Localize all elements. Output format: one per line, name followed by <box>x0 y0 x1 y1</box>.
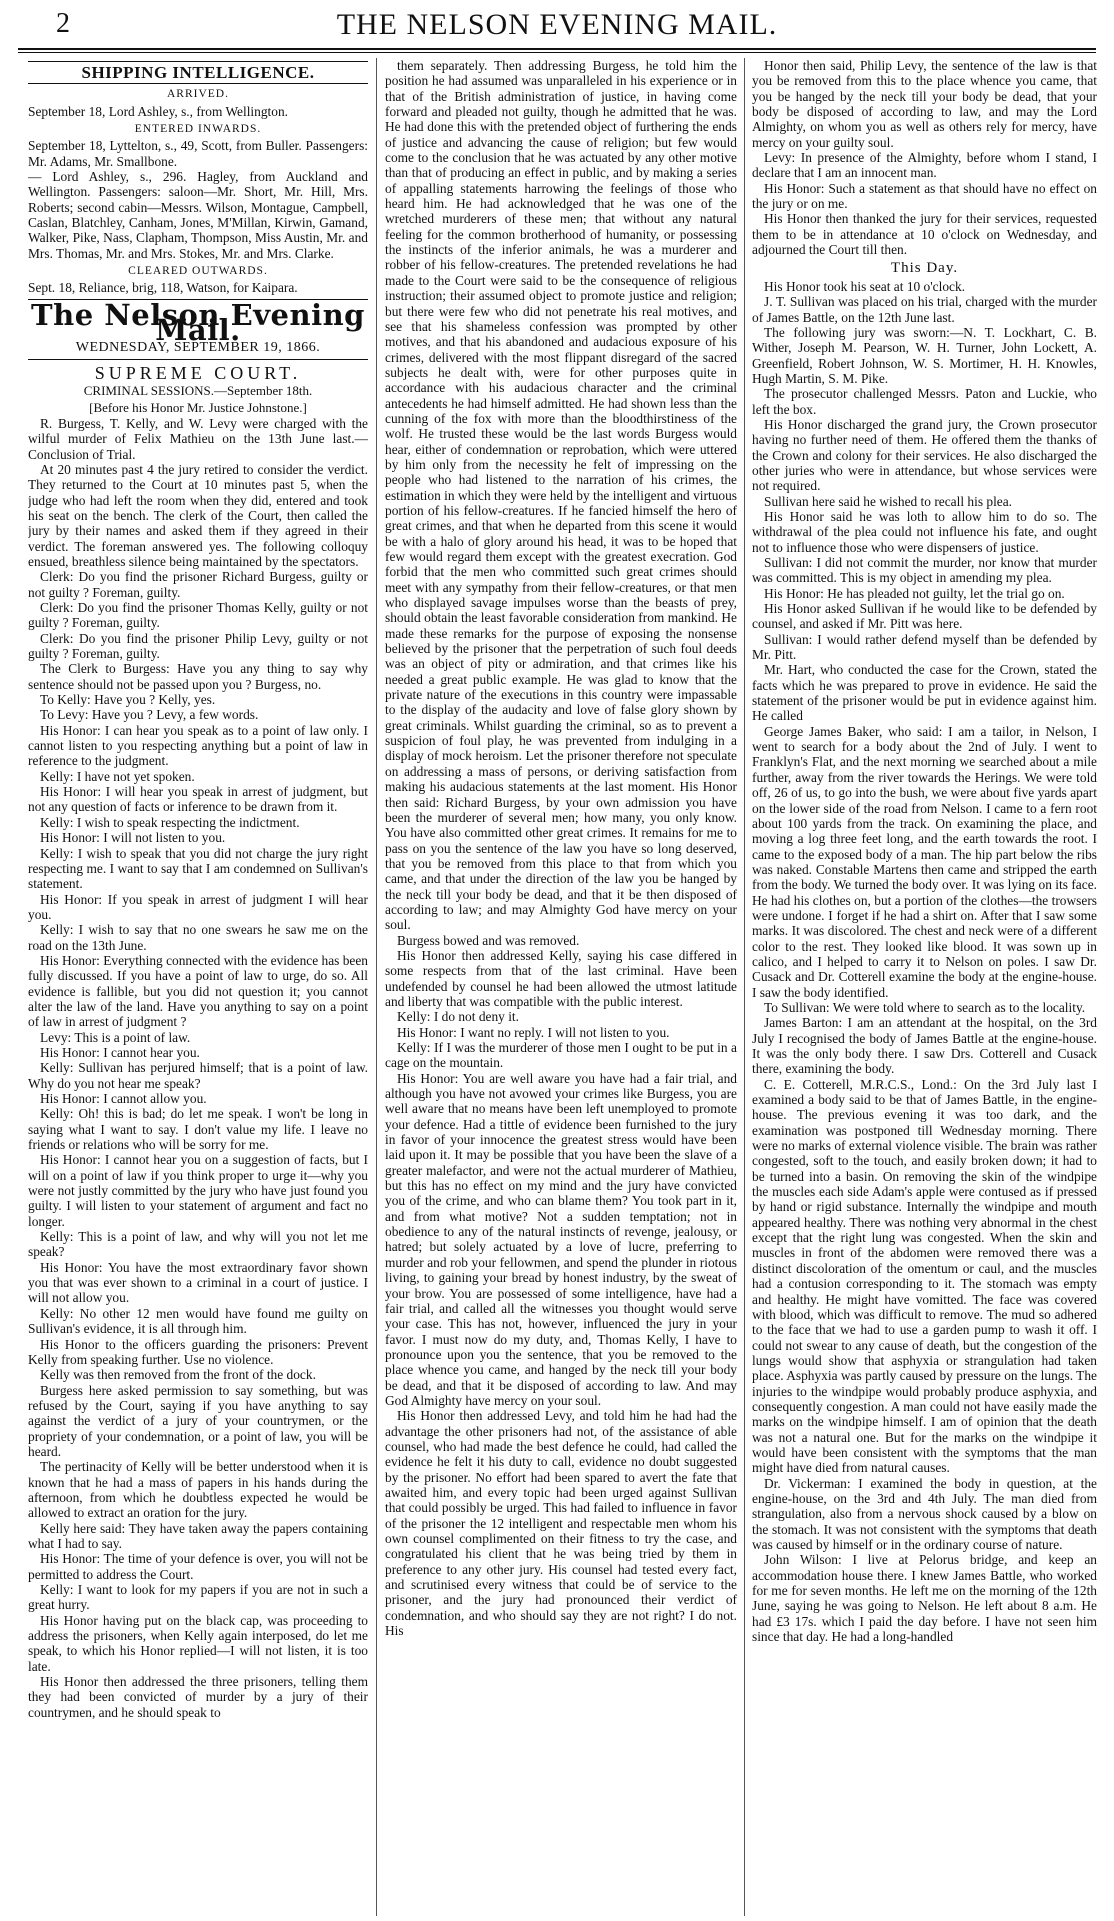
paragraph: His Honor: I will hear you speak in arrest of judgment, but not any question of facts or inference to be drawn from it. <box>28 784 368 815</box>
paragraph: Kelly: I have not yet spoken. <box>40 768 195 784</box>
entered-text-1: September 18, Lyttelton, s., 49, Scott, from Buller. Passengers: Mr. Adams, Mr. Smallbone. <box>28 138 368 169</box>
column-2 <box>385 58 737 1916</box>
masthead-rule <box>18 48 1096 50</box>
paragraph: Kelly here said: They have taken away the papers containing what I had to say. <box>28 1520 368 1551</box>
paragraph: Burgess here asked permission to say something, but was refused by the Court, saying if you have anything to say against the verdict of a jury of your countrymen, or the propriety of your condemnation, or a point of law, you will be heard. <box>28 1382 368 1459</box>
paragraph: His Honor: You have the most extraordinary favor shown you that was ever shown to a criminal in a court of justice. I will not allow you. <box>28 1259 368 1306</box>
paragraph: Kelly was then removed from the front of the dock. <box>40 1367 316 1383</box>
paragraph: His Honor: I cannot allow you. <box>40 1091 207 1106</box>
paragraph: His Honor: I will not listen to you. <box>40 830 226 846</box>
paragraph: His Honor then addressed the three prisoners, telling them they had been convicted of murder by a jury of their countrymen, and he should speak to <box>28 1674 368 1720</box>
paragraph: Sullivan: I would rather defend myself than be defended by Mr. Pitt. <box>752 631 1097 663</box>
column-3 <box>752 58 1097 1916</box>
paragraph: His Honor took his seat at 10 o'clock. <box>764 278 966 294</box>
paragraph: Kelly: I wish to say that no one swears he saw me on the road on the 13th June. <box>28 922 368 953</box>
paragraph: Kelly: If I was the murderer of those men I ought to be put in a cage on the mountain. <box>385 1040 737 1071</box>
paragraph: His Honor said he was loth to allow him to do so. The withdrawal of the plea could not influence his fate, and ought not to influence those who were dispensers of justice. <box>752 508 1097 555</box>
paragraph: Levy: In presence of the Almighty, before whom I stand, I declare that I am an innocent man. <box>752 150 1097 181</box>
paragraph: Honor then said, Philip Levy, the sentence of the law is that you be removed from this to the place whence you came, that you be hanged by the neck till your body be dead, that your body be disposed of according to law, and may the Lord Almighty, on whom you as well as others rely for mercy, have mercy on your guilty soul. <box>752 58 1097 150</box>
paragraph: His Honor: If you speak in arrest of judgment I will hear you. <box>28 891 368 922</box>
section-rule <box>28 61 368 62</box>
shipping-heading: SHIPPING INTELLIGENCE. <box>81 63 315 82</box>
entered-text-2: — Lord Ashley, s., 296. Hagley, from Auckland and Wellington. Passengers: saloon—Mr. Short, Mr. Hill, Mrs. Roberts; second cabin—Messrs. Wilson, Montague, Campbell, Caslan, Blatchley, Canham, Jones, M'Millan, Kirwin, Gamand, Walker, Pike, Nass, Clapham, Thompson, Miss Austin, Mr. and Mrs. Thomas, Mr. and Mrs. Stokes, Mr. and Mrs. Clarke. <box>28 169 368 261</box>
paragraph: George James Baker, who said: I am a tailor, in Nelson, I went to search for a body about the 2nd of July. I went to Franklyn's Flat, and the next morning we searched about a mile further, away from the river towards the Herings. We were told off, 26 of us, to go into the bush, we were about five yards apart on the lower side of the road from Nelson. I came to a fern root about 100 yards from the track. On examining the place, and moving a log three feet long, and the earth towards the root. I came to the exposed body of a man. The hip part below the ribs was naked. Constable Martens then came and stripped the earth from the body. We turned the body over. It was lying on its face. He had his clothes on, but a portion of the clothes—the trowsers were undone. I forget if he had a shirt on. After that I saw some marks. It was discolored. The chest and neck were of a different color to the rest. They looked like blood. It was sown up in calico, and I helped to carry it to Nelson on poles. I saw Dr. Cusack and Dr. Cotterell examine the body at the engine-house. I saw the body identified. <box>752 723 1097 1000</box>
paragraph: His Honor then thanked the jury for their services, requested them to be in attendance at 10 o'clock on Wednesday, and adjourned the Court till then. <box>752 211 1097 258</box>
paragraph: Clerk: Do you find the prisoner Philip Levy, guilty or not guilty ? Foreman, guilty. <box>28 630 368 662</box>
paragraph: The following jury was sworn:—N. T. Lockhart, C. B. Wither, Joseph M. Pearson, W. H. Turner, John Lockett, A. Greenfield, Robert Johnson, W. S. Mortimer, H. H. Knowles, Hugh Martin, S. M. Pike. <box>752 324 1097 386</box>
paragraph: Kelly: No other 12 men would have found me guilty on Sullivan's evidence, it is all through him. <box>28 1305 368 1337</box>
paragraph: Clerk: Do you find the prisoner Thomas Kelly, guilty or not guilty ? Foreman, guilty. <box>28 600 368 631</box>
paragraph: At 20 minutes past 4 the jury retired to consider the verdict. They returned to the Court at 10 minutes past 5, when the judge who had left the room when they did, entered and took his seat on the bench. The clerk of the Court, then called the jury by their names and asked them if they agreed in their verdict. The foreman answered yes. The following colloquy ensued, breathless silence being maintained by the spectators. <box>28 461 368 569</box>
paragraph: His Honor: He has pleaded not guilty, let the trial go on. <box>764 585 1065 601</box>
paragraph: James Barton: I am an attendant at the hospital, on the 3rd July I recognised the body of James Battle at the engine-house. It was the only body there. I saw Drs. Cotterell and Cusack there, examining the body. <box>752 1015 1097 1077</box>
paragraph: His Honor having put on the black cap, was proceeding to address the prisoners, when Kelly again interposed, do let me speak, to which his Honor replied—I will not listen, it is too late. <box>28 1612 368 1674</box>
paragraph: R. Burgess, T. Kelly, and W. Levy were charged with the wilful murder of Felix Mathieu on the 13th June last.—Conclusion of Trial. <box>28 415 368 462</box>
arrived-text: September 18, Lord Ashley, s., from Wellington. <box>28 103 289 119</box>
newspaper-title: THE NELSON EVENING MAIL. <box>336 8 778 41</box>
paragraph: His Honor: The time of your defence is over, you will not be permitted to address the Court. <box>28 1551 368 1582</box>
col3-article-body <box>752 58 1097 257</box>
col1-article-body <box>28 416 368 1720</box>
paragraph: His Honor then addressed Levy, and told him he had had the advantage the other prisoners had not, of the assistance of able counsel, who had made the best defence he could, had called the evidence he felt it his duty to call, evidence no doubt suggested by the prisoner. No effort had been spared to avert the fate that awaited him, and every topic had been urged against Sullivan that could possibly be urged. This had failed to influence in favor of the prisoner the 12 intelligent and respectable men whom his own counsel complimented on their fitness to try the case, and congratulated his client that he was being tried by them in preference to any other jury. His counsel had tested every fact, and scrutinised every witness that could be of service to the prisoner, and the jury had pronounced their verdict of condemnation, and who should say they are not right? I do not. His <box>385 1408 737 1639</box>
column-divider <box>744 58 745 1916</box>
paragraph: Clerk: Do you find the prisoner Richard Burgess, guilty or not guilty ? Foreman, guilty. <box>28 569 368 600</box>
paragraph: To Kelly: Have you ? Kelly, yes. <box>40 692 216 708</box>
court-heading: SUPREME COURT. <box>94 362 302 383</box>
paragraph: His Honor asked Sullivan if he would like to be defended by counsel, and asked if Mr. Pitt was here. <box>752 601 1097 632</box>
paragraph: Kelly: Sullivan has perjured himself; that is a point of law. Why do you not hear me speak? <box>28 1060 368 1091</box>
sessions-line: CRIMINAL SESSIONS.—September 18th. <box>83 383 313 399</box>
this-day-heading: This Day. <box>890 260 959 277</box>
paragraph: Sullivan: I did not commit the murder, nor know that murder was committed. This is my object in amending my plea. <box>752 555 1097 586</box>
paragraph: J. T. Sullivan was placed on his trial, charged with the murder of James Battle, on the 12th June last. <box>752 294 1097 325</box>
paragraph: His Honor: Such a statement as that should have no effect on the jury or on me. <box>752 180 1097 212</box>
paragraph: His Honor: You are well aware you have had a fair trial, and although you have not avowed your crimes like Burgess, you are well aware that no means have been left unemployed to promote your defence. Had a tittle of evidence been furnished to the jury in favor of your innocence the greatest stress would have been laid upon it. It may be possible that you have been the slave of a greater malefactor, and were not the actual murderer of Mathieu, but this has no effect on my mind and the jury have convicted you of the crime, and who can blame them? You took part in it, and from what motive? Not a sudden temptation; not in obedience to any of the natural instincts of revenge, jealousy, or hatred; but solely actuated by a love of lucre, preferring to murder and rob your fellowmen, and spend the plunder in riotous living, to gaining your bread by honest industry, by the sweat of your brow. You are possessed of some intelligence, have had a fair trial, and called all the witnesses you thought would serve your case. This has not, however, influenced the jury in your favor. I must now do my duty, and, Thomas Kelly, I have to pronounce upon you the sentence, that you be removed to the place whence you came, and hanged by the neck till your body be dead, and that it be disposed of according to law. And may God Almighty have mercy on your soul. <box>385 1070 737 1408</box>
arrived-heading: ARRIVED. <box>167 88 229 101</box>
cleared-heading: CLEARED OUTWARDS. <box>128 265 268 278</box>
paragraph: C. E. Cotterell, M.R.C.S., Lond.: On the 3rd July last I examined a body said to be that of James Battle, in the engine-house. The previous evening it was too dark, and the examination was postponed till Wednesday morning. There were no marks of external violence visible. The brain was rather congested, soft to the touch, and easily broken down; it had to be turned into a basin. On removing the skin of the windpipe the muscles each side Adam's apple were contused as if pressed by hand or rigid substance. Internally the windpipe and mouth appeared healthy. There was nothing very abnormal in the chest except that the right lung was congested. When the skin and muscles in front of the abdomen were removed there was a distinct discoloration of the omentum or caul, and the muscles had a contusion corresponding to it. The stomach was empty and healthy. He might have vomitted. The face was covered with blood, which was difficult to remove. The mud so adhered to the face that we had to use a garden pump to wash it off. I could not swear to any cause of death, but the congestion of the lungs would show that asphyxia or strangulation had taken place. Asphyxia was partly caused by pressure on the lungs. The injuries to the windpipe would probably produce asphyxia, and consequently congestion. A man could not have easily made the marks on the windpipe himself. I am of opinion that the death was not a natural one. But for the marks on the windpipe it would have been consistent with the symptoms that the man might have died from natural causes. <box>752 1076 1097 1476</box>
paragraph: His Honor: I cannot hear you. <box>40 1044 200 1060</box>
paragraph: The prosecutor challenged Messrs. Paton and Luckie, who left the box. <box>752 386 1097 417</box>
paragraph: His Honor discharged the grand jury, the Crown prosecutor having no further need of them. He offered them the thanks of the Crown and colony for their services. He also discharged the other juries who were in attendance, but whose services were not required. <box>752 416 1097 494</box>
paragraph: Kelly: I wish to speak that you did not charge the jury right respecting me. I want to say that I am condemned on Sullivan's statement. <box>28 845 368 892</box>
paragraph: Kelly: Oh! this is bad; do let me speak. I won't be long in saying what I want to say. I don't value my life. I leave no friends or relations who will be sorry for me. <box>28 1106 368 1153</box>
paragraph: His Honor: I want no reply. I will not listen to you. <box>397 1024 670 1040</box>
before-judge-line: [Before his Honor Mr. Justice Johnstone.] <box>89 399 307 415</box>
issue-date: WEDNESDAY, SEPTEMBER 19, 1866. <box>75 339 321 355</box>
paragraph: The Clerk to Burgess: Have you any thing to say why sentence should not be passed upon you ? Burgess, no. <box>28 661 368 692</box>
entered-heading: ENTERED INWARDS. <box>134 123 262 136</box>
paragraph: John Wilson: I live at Pelorus bridge, and keep an accommodation house there. I knew James Battle, who worked for me for seven months. He left me on the morning of the 12th June, saying he was going to Nelson. He left about 8 a.m. He had £3 17s. which I paid the day before. I have not seen him since that day. He had a long-handled <box>752 1552 1097 1645</box>
paragraph: His Honor: I can hear you speak as to a point of law only. I cannot listen to you respecting anything but a point of law in reference to the judgment. <box>28 722 368 769</box>
paragraph: Kelly: I do not deny it. <box>397 1009 519 1025</box>
column-divider <box>376 58 377 1916</box>
paragraph: Levy: This is a point of law. <box>40 1029 191 1045</box>
paragraph: His Honor to the officers guarding the prisoners: Prevent Kelly from speaking further. Use no violence. <box>28 1336 368 1367</box>
paragraph: Burgess bowed and was removed. <box>397 932 580 948</box>
paragraph: His Honor: I cannot hear you on a suggestion of facts, but I will on a point of law if you think proper to urge it—why you were not justly committed by the jury who have just found you guilty. I will listen to your statement of argument and fact no longer. <box>28 1152 368 1229</box>
paragraph: His Honor then addressed Kelly, saying his case differed in some respects from that of the last criminal. Have been undefended by counsel he had been allowed the utmost latitude and liberty that was compatible with the public interest. <box>385 947 737 1009</box>
section-rule <box>28 83 368 84</box>
paragraph: Dr. Vickerman: I examined the body in question, at the engine-house, on the 3rd and 4th July. The man died from strangulation, also from a nervous shock caused by a blow on the stomach. It was not consistent with the symptoms that death was caused by himself or in the ordinary course of nature. <box>752 1475 1097 1552</box>
paragraph: them separately. Then addressing Burgess, he told him the position he had assumed was unparalleled in his experience or in that of the British administration of justice, in having come forward and pleaded not guilty, though he admitted that he was. He had done this with the pretended object of furthering the ends of justice and advancing the cause of religion; but few would come to the conclusion that he was actuated by any other motive than that of producing an effect in public, and by making a series of appalling statements harrowing the feelings of those who heard him. He had acknowledged that he was one of the wretched murderers of these men; that without any natural feeling for the common brotherhood of humanity, or possessing the instincts of the inferior animals, he was a murderer and robber of his fellow-creatures. The pretended revelations he had made to the Court were said to be the consequence of religious instruction; their assumed object to promote justice and religion; but there were few who did not penetrate his real motives, and see that his shameless confession was prompted by other motives, and that his abandoned and audacious exposure of his crimes, delivered with the most flippant disregard of the sacred subjects he dealt with, were for other purposes quite in accordance with his audacious character and the criminal antecedents he had himself admitted. He had shown less than the cunning of the fox with more than the bloodthirstiness of the wolf. He trusted these would be the last words Burgess would hear, either of condemnation or reprobation, which were uttered by him only from the necessity he felt of impressing on the people who had listened to the narration of his crimes, the estimation in which they were held by the intelligent and virtuous portion of his fellow-creatures. If he fancied himself the hero of great crimes, and that when he departed from this scene it would be with a halo of glory around his head, it was to be hoped that few would regard them except with the greatest execration. God forbid that the men who committed such great crimes should meet with any sympathy from their fellow-creatures, or that men who displayed savage impulses worse than the beasts of prey, should obtain the least favorable consideration from mankind. He made these remarks for the purpose of exposing the nonsense believed by the prisoner that the perpetration of such foul deeds was an object of pity or admiration, and that crimes like his needed a great public example. He was glad to know that the private nature of the executions in this country were impassable to the display of the audacity and love of false glory shown by great criminals. Whilst guarding the criminal, so as to prevent a suspicion of foul play, he was prevented from indulging in a display of mock heroism. Let the prisoner therefore not speculate on addressing a mass of persons, or deriving satisfaction from making his audacious statements at the last moment. His Honor then said: Richard Burgess, by your own admission you have been the murderer of several men; how many, you only know. You have also committed other great crimes. It remains for me to pass on you the sentence of the law you have so long deserved, that you be removed from this place to that from which you came, and that under the direction of the law you be hanged by the neck till your body be dead, and that it be then disposed of according to law; and may Almighty God have mercy on your soul. <box>385 58 737 933</box>
masthead-rule-thin <box>18 52 1096 53</box>
paragraph: Kelly: This is a point of law, and why will you not let me speak? <box>28 1229 368 1260</box>
paragraph: To Sullivan: We were told where to search as to the locality. <box>764 999 1086 1015</box>
col3b-article-body <box>752 279 1097 1645</box>
paragraph: His Honor: Everything connected with the evidence has been fully discussed. If you have a point of law to urge, do so. All evidence is fallible, but you did not question it; you cannot alter the law of the land. Have you anything to say on a point of law in arrest of judgment ? <box>28 952 368 1030</box>
column-1 <box>28 58 368 1916</box>
page-number: 2 <box>56 8 70 39</box>
col2-article-body <box>385 58 737 1638</box>
masthead <box>18 6 1096 46</box>
paragraph: To Levy: Have you ? Levy, a few words. <box>40 707 259 723</box>
paper-name: The Nelson Evening Mail. <box>31 297 365 348</box>
paragraph: Mr. Hart, who conducted the case for the Crown, stated the facts which he was prepared to prove in evidence. He said the statement of the prisoner would be put in evidence against him. He called <box>752 662 1097 724</box>
paragraph: Kelly: I wish to speak respecting the indictment. <box>40 814 300 830</box>
paragraph: Sullivan here said he wished to recall his plea. <box>764 493 1013 509</box>
section-rule <box>28 359 368 360</box>
paragraph: The pertinacity of Kelly will be better understood when it is known that he had a mass of papers in his hands during the afternoon, from which he doubtless expected he would be allowed to extract an oration for the jury. <box>28 1459 368 1521</box>
paragraph: Kelly: I want to look for my papers if you are not in such a great hurry. <box>28 1582 368 1613</box>
cleared-text: Sept. 18, Reliance, brig, 118, Watson, for Kaipara. <box>28 280 298 296</box>
